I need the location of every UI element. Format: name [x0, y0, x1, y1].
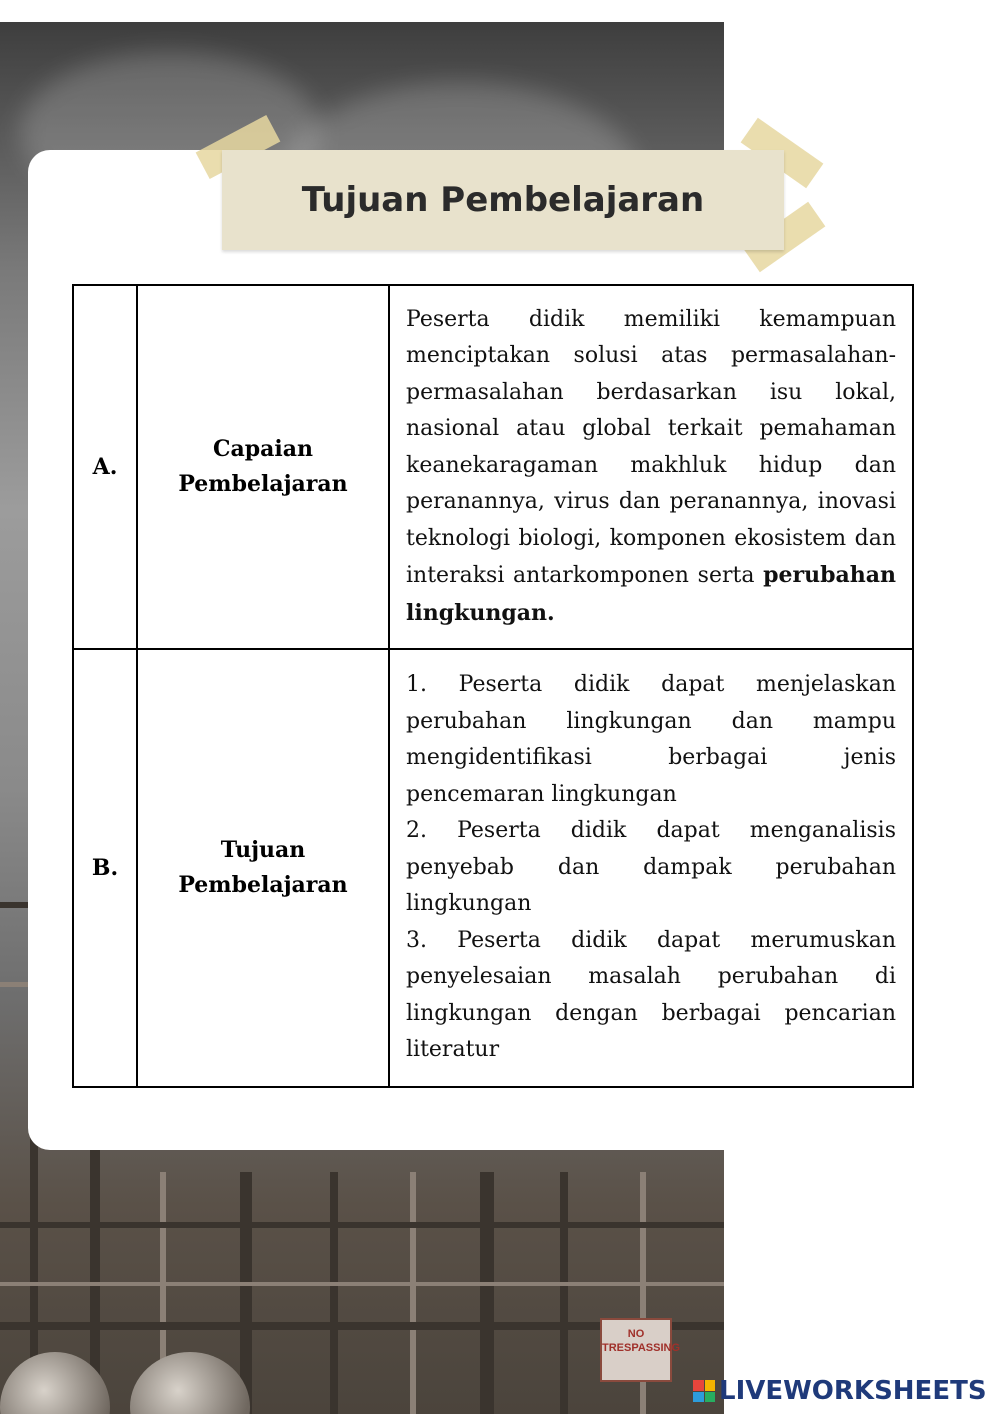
brand-text: LIVEWORKSHEETS	[719, 1376, 987, 1406]
row-body	[389, 285, 913, 649]
liveworksheets-brand	[693, 1376, 987, 1406]
objective-item: 2. Peserta didik dapat menganalisis penyebab dan dampak perubahan lingkungan	[406, 818, 896, 917]
liveworksheets-logo-icon	[693, 1380, 715, 1402]
learning-objectives-table	[72, 284, 914, 1088]
table-row-b	[73, 649, 913, 1087]
table-row-a	[73, 285, 913, 649]
no-trespassing-sign	[600, 1318, 681, 1382]
row-label	[137, 649, 389, 1087]
row-letter: B.	[73, 649, 137, 1087]
row-label-line2: Pembelajaran	[178, 872, 348, 898]
row-label-line1: Tujuan	[220, 836, 306, 863]
row-label-line2: Pembelajaran	[178, 471, 348, 497]
row-letter: A.	[73, 285, 137, 649]
objective-item: 1. Peserta didik dapat menjelaskan perubahan lingkungan dan mampu mengidentifikasi berbagai jenis pencemaran lingkungan	[406, 672, 896, 807]
page-title: Tujuan Pembelajaran	[301, 180, 705, 220]
title-banner	[222, 150, 784, 250]
capaian-text-main: Peserta didik memiliki kemampuan menciptakan solusi atas permasalahan-permasalahan berdasarkan isu lokal, nasional atau global terkait pemahaman keanekaragaman makhluk hidup dan peranannya, virus dan peranannya, inovasi teknologi biologi, komponen ekosistem dan interaksi antarkomponen serta	[406, 306, 896, 589]
row-body	[389, 649, 913, 1087]
row-label-line1: Capaian	[212, 435, 313, 462]
sign-line2: TRESPASSING	[602, 1341, 681, 1354]
capaian-text	[406, 302, 896, 633]
capaian-text-bold: perubahan lingkungan.	[406, 562, 896, 626]
sign-line1: NO	[627, 1328, 645, 1340]
objective-item: 3. Peserta didik dapat merumuskan penyelesaian masalah perubahan di lingkungan dengan berbagai pencarian literatur	[406, 927, 896, 1063]
row-label	[137, 285, 389, 649]
